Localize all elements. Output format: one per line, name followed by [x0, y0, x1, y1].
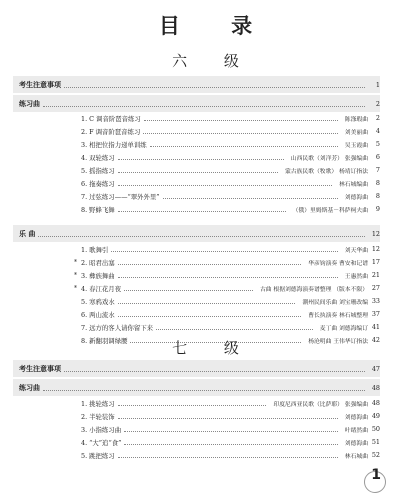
entry-composer: 刘德海曲	[344, 194, 368, 201]
entry-composer: 刘德海曲	[344, 414, 368, 421]
toc-entry[interactable]	[19, 397, 380, 409]
leader-dots	[163, 198, 338, 199]
entry-title: 2. F 调音阶琶音练习	[81, 127, 141, 136]
entry-title: 4. “大”追“食”	[81, 438, 122, 447]
leader-dots	[118, 405, 267, 406]
leader-dots	[124, 444, 337, 445]
entry-composer: 吴玉霞曲	[344, 142, 368, 149]
entry-composer: 印度尼西亚民歌（比萨耶） 张强编曲	[273, 401, 368, 408]
leader-dots	[143, 133, 337, 134]
page-number: 6	[375, 153, 380, 161]
page-number: 42	[371, 336, 380, 344]
leader-dots	[118, 172, 278, 173]
entry-title: 4. 春江花月夜	[81, 284, 122, 293]
entry-title: 3. 相把位指力递单训练	[81, 140, 147, 149]
page-number: 49	[371, 412, 380, 420]
page-number: 48	[371, 384, 380, 392]
entry-title: 3. 小指练习曲	[81, 425, 122, 434]
leader-dots	[64, 371, 365, 372]
page-number: 47	[371, 365, 380, 373]
entry-composer: 刘美丽曲	[344, 129, 368, 136]
toc-entry[interactable]	[19, 282, 380, 294]
toc-entry[interactable]	[19, 177, 380, 189]
leader-dots	[43, 106, 365, 107]
leader-dots	[118, 264, 301, 265]
corner-page-number: 1	[371, 467, 381, 483]
toc-row-notice-7[interactable]	[19, 362, 380, 376]
entry-composer: 陈涤瑕曲	[344, 116, 368, 123]
page-number: 8	[375, 179, 380, 187]
required-star: *	[74, 258, 77, 266]
entry-title: 7. 远方的客人请你留下来	[81, 323, 154, 332]
leader-dots	[150, 146, 338, 147]
section-label: 练习曲	[19, 384, 40, 392]
entry-composer: 蒙古族民歌（牧歌） 杨靖订指法	[285, 168, 368, 175]
entry-composer: 华彦钧演奏 曹安和记谱	[308, 260, 368, 267]
entry-composer: 潮州民间乐曲 刘宝珊改编	[302, 299, 368, 306]
section-label: 练习曲	[19, 100, 40, 108]
page-number: 7	[375, 166, 380, 174]
page-number: 8	[375, 192, 380, 200]
page-number: 1	[375, 81, 380, 89]
entry-title: 7. 过弦练习——“翠外外里”	[81, 192, 160, 201]
toc-entry[interactable]	[19, 190, 380, 202]
page-number: 51	[371, 438, 380, 446]
toc-row-pieces-6[interactable]	[19, 227, 380, 241]
toc-entry[interactable]	[19, 243, 380, 255]
entry-title: 4. 双轮练习	[81, 153, 115, 162]
toc-entry[interactable]	[19, 449, 380, 461]
level-heading-6: 六 级	[172, 52, 255, 70]
toc-entry[interactable]	[19, 410, 380, 422]
required-star: *	[74, 284, 77, 292]
leader-dots	[38, 236, 365, 237]
toc-entry[interactable]	[19, 203, 380, 215]
toc-row-etudes-7[interactable]	[19, 381, 380, 395]
leader-dots	[64, 87, 365, 88]
page-number: 2	[375, 114, 380, 122]
entry-title: 1. 歌舞引	[81, 245, 109, 254]
page-number: 33	[371, 297, 380, 305]
leader-dots	[144, 120, 338, 121]
leader-dots	[118, 418, 338, 419]
leader-dots	[118, 316, 301, 317]
entry-title: 1. C 调音阶琶音练习	[81, 114, 141, 123]
leader-dots	[156, 329, 313, 330]
page-number: 17	[371, 258, 380, 266]
entry-title: 5. 摇指练习	[81, 166, 115, 175]
page-number: 5	[375, 140, 380, 148]
page-number: 12	[371, 230, 380, 238]
entry-composer: （俄）里姆斯基－科萨柯夫曲	[292, 207, 368, 214]
toc-entry[interactable]	[19, 138, 380, 150]
page-number: 4	[375, 127, 380, 135]
leader-dots	[118, 303, 296, 304]
entry-title: 5. 跳把练习	[81, 451, 115, 460]
toc-entry[interactable]	[19, 321, 380, 333]
entry-title: 6. 拖奏练习	[81, 179, 115, 188]
section-label: 乐 曲	[19, 230, 36, 238]
entry-composer: 刘天华曲	[344, 247, 368, 254]
entry-title: 8. 野蜂飞舞	[81, 205, 115, 214]
page-number: 48	[371, 399, 380, 407]
leader-dots	[124, 431, 338, 432]
entry-title: 2. 半轮装饰	[81, 412, 115, 421]
level-heading-7: 七 级	[172, 339, 255, 357]
toc-entry[interactable]	[19, 423, 380, 435]
toc-row-notice-6[interactable]	[19, 78, 380, 92]
page-number: 9	[375, 205, 380, 213]
section-label: 考生注意事项	[19, 365, 61, 373]
page-number: 50	[371, 425, 380, 433]
toc-entry[interactable]	[19, 112, 380, 124]
entry-composer: 林石城编曲	[339, 181, 368, 188]
entry-composer: 麦丁曲 刘德海编订	[319, 325, 368, 332]
toc-entry[interactable]	[19, 164, 380, 176]
toc-row-etudes-6[interactable]	[19, 97, 380, 111]
leader-dots	[118, 185, 332, 186]
leader-dots	[118, 211, 286, 212]
page-number: 27	[371, 284, 380, 292]
entry-composer: 王惠然曲	[344, 273, 368, 280]
toc-entry[interactable]	[19, 295, 380, 307]
entry-composer: 林石城曲	[344, 453, 368, 460]
leader-dots	[43, 390, 365, 391]
toc-entry[interactable]	[19, 151, 380, 163]
entry-title: 6. 两山流水	[81, 310, 115, 319]
section-label: 考生注意事项	[19, 81, 61, 89]
page-title: 目 录	[158, 14, 275, 38]
leader-dots	[118, 457, 338, 458]
entry-composer: 叶绪然曲	[344, 427, 368, 434]
page-number: 2	[375, 100, 380, 108]
entry-title: 8. 新翻羽调绿腰	[81, 336, 128, 345]
page-number: 41	[371, 323, 380, 331]
page-number: 12	[371, 245, 380, 253]
toc-entry[interactable]	[19, 436, 380, 448]
entry-title: 5. 寒鸦戏水	[81, 297, 115, 306]
entry-composer: 古曲 根据刘德海演奏谱整理 （版本不限）	[259, 286, 368, 293]
page-number: 21	[371, 271, 380, 279]
entry-title: 3. 彝族舞曲	[81, 271, 115, 280]
leader-dots	[118, 159, 284, 160]
toc-entry[interactable]	[19, 125, 380, 137]
entry-title: 1. 挑轮练习	[81, 399, 115, 408]
entry-composer: 杨沧明曲 王伟华订指法	[308, 338, 368, 345]
entry-composer: 山西民歌（刘洋芳） 张强编曲	[290, 155, 368, 162]
toc-entry[interactable]	[19, 256, 380, 268]
entry-composer: 曹长执演奏 林石城整理	[308, 312, 368, 319]
leader-dots	[118, 277, 338, 278]
entry-title: 2. 昭君出塞	[81, 258, 115, 267]
toc-entry[interactable]	[19, 269, 380, 281]
toc-entry[interactable]	[19, 308, 380, 320]
page-number: 52	[371, 451, 380, 459]
entry-composer: 刘德海曲	[344, 440, 368, 447]
required-star: *	[74, 271, 77, 279]
leader-dots	[111, 251, 337, 252]
leader-dots	[124, 290, 253, 291]
page-number: 37	[371, 310, 380, 318]
